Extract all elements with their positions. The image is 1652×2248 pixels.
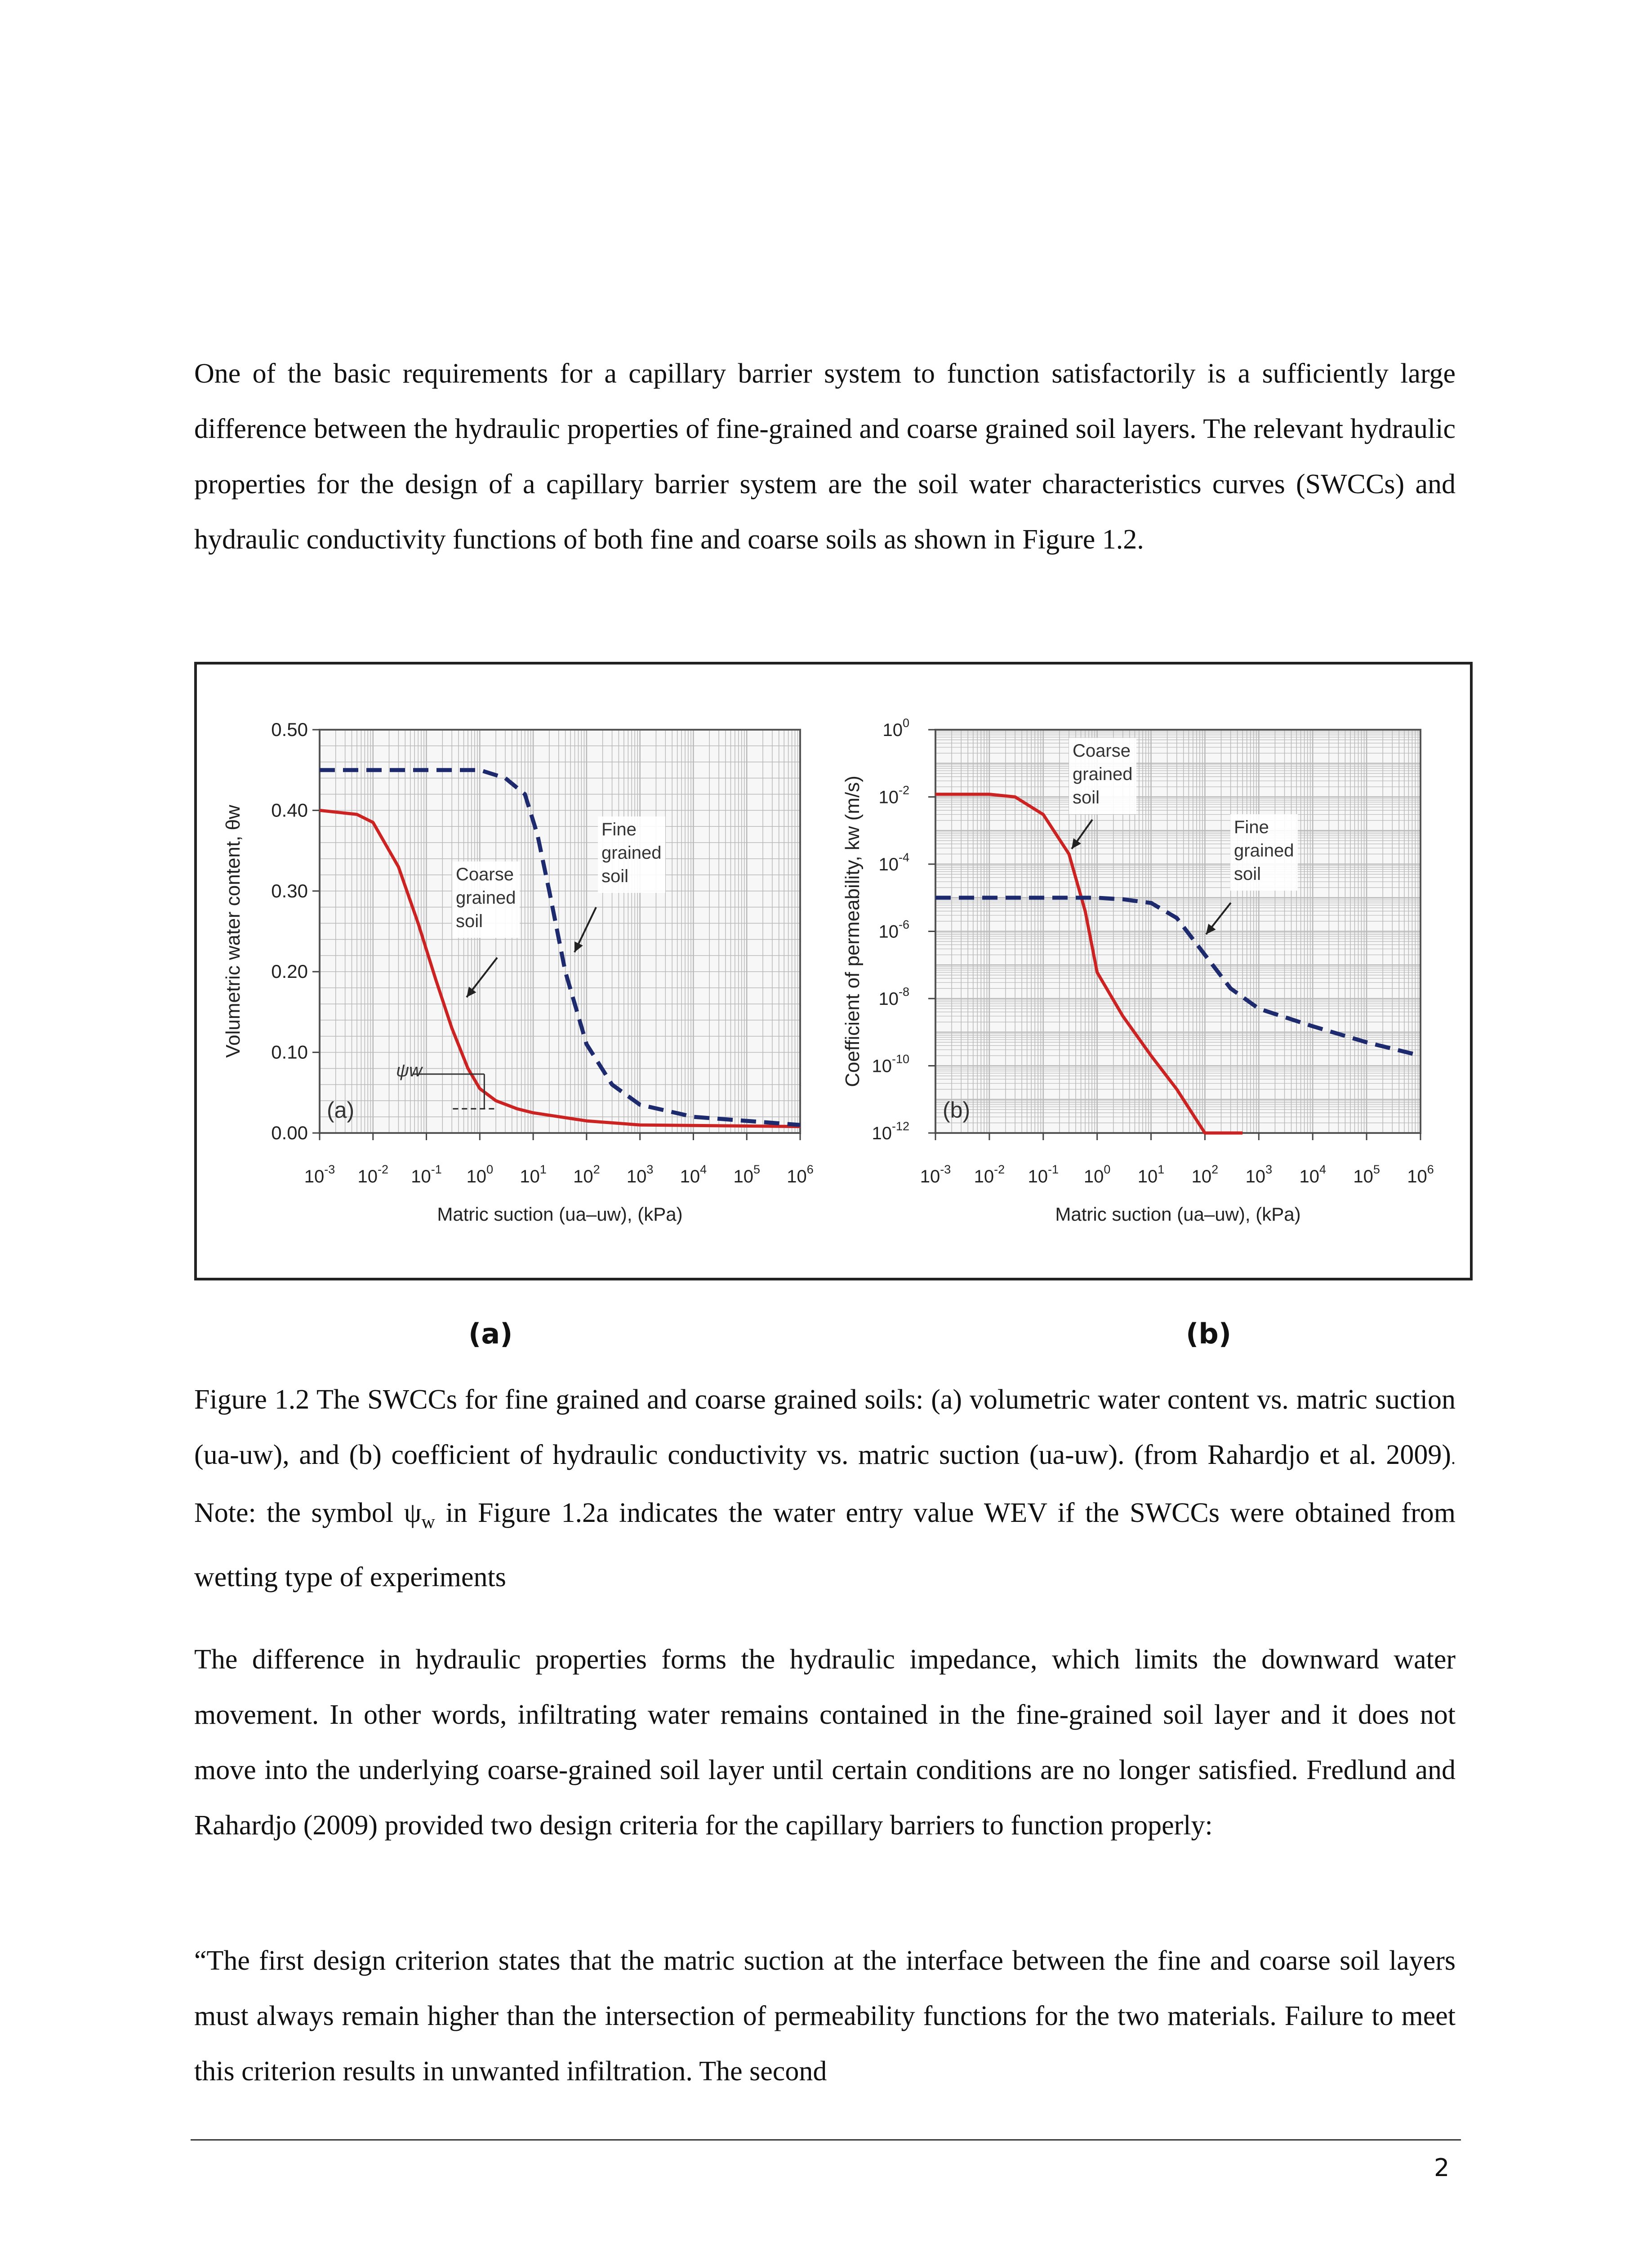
x-tick-label-a: $10^1$	[520, 1163, 547, 1186]
caption-psi-subscript: w	[421, 1512, 435, 1533]
annotation-fine-b-text: Fine	[1234, 817, 1269, 837]
y-axis-title-b: Coefficient of permeability, kw (m/s)	[842, 776, 864, 1087]
y-tick-label-a: 0.50	[271, 719, 308, 740]
x-tick-label-a: $10^{-3}$	[304, 1163, 335, 1186]
annotation-fine-a-text: grained	[601, 843, 662, 863]
panel-label-inside-a: (a)	[327, 1097, 355, 1123]
y-tick-label-b: $10^{-10}$	[872, 1052, 909, 1076]
y-tick-label-a: 0.10	[271, 1041, 308, 1063]
x-tick-label-a: $10^0$	[466, 1163, 494, 1186]
plot-area-a	[320, 730, 800, 1133]
y-tick-label-b: $10^{-8}$	[878, 985, 909, 1009]
figure-frame	[194, 662, 1473, 1280]
caption-psi-symbol: ψ	[404, 1498, 422, 1528]
annotation-psi-w-a: ψw	[396, 1061, 422, 1080]
annotation-coarse-a-text: soil	[456, 911, 483, 931]
x-tick-label-a: $10^3$	[626, 1163, 654, 1186]
annotation-coarse-b-text: grained	[1073, 764, 1133, 784]
y-axis-title-a: Volumetric water content, θw	[222, 805, 244, 1058]
annotation-coarse-a-text: Coarse	[456, 865, 514, 884]
x-tick-label-b: $10^4$	[1299, 1163, 1326, 1186]
page-number: 2	[1434, 2154, 1450, 2182]
x-tick-label-a: $10^{-1}$	[411, 1163, 442, 1186]
annotation-fine-b-text: soil	[1234, 864, 1261, 884]
x-tick-label-a: $10^6$	[787, 1163, 814, 1186]
caption-text-2: Note: the symbol	[194, 1498, 404, 1528]
annotation-coarse-b-text: soil	[1073, 788, 1100, 807]
panel-label-inside-b: (b)	[943, 1097, 971, 1123]
x-axis-title-a: Matric suction (ua–uw), (kPa)	[437, 1204, 683, 1225]
y-tick-label-a: 0.00	[271, 1122, 308, 1143]
caption-dot: .	[1451, 1448, 1456, 1468]
y-tick-label-b: $10^0$	[882, 716, 909, 740]
caption-text-3: in Figure 1.2a indicates the water entry value WEV if the SWCCs were obtained from wetting type of experiments	[194, 1498, 1456, 1593]
y-tick-label-a: 0.40	[271, 799, 308, 821]
paragraph-hydraulic-impedance: The difference in hydraulic properties forms the hydraulic impedance, which limits the downward water movement. In other words, infiltrating water remains contained in the fine-grained soil layer and it does not move into the underlying coarse-grained soil layer until certain conditions are no longer satisfied. Fredlund and Rahardjo (2009) provided two design criteria for the capillary barriers to function properly:	[194, 1644, 1456, 1841]
paragraph-design-criterion: “The first design criterion states that the matric suction at the interface between the fine and coarse soil layers must always remain higher than the intersection of permeability functions for the two materials. Failure to meet this criterion results in unwanted infiltration. The second	[194, 1945, 1456, 2087]
x-tick-label-b: $10^{-3}$	[920, 1163, 951, 1186]
y-tick-label-b: $10^{-2}$	[878, 783, 909, 807]
x-tick-label-a: $10^{-2}$	[357, 1163, 389, 1186]
y-tick-label-b: $10^{-6}$	[878, 918, 909, 942]
figure-1-2-charts	[197, 665, 1470, 1278]
x-tick-label-b: $10^0$	[1083, 1163, 1111, 1186]
x-tick-label-b: $10^{-2}$	[974, 1163, 1005, 1186]
x-tick-label-a: $10^4$	[680, 1163, 707, 1186]
annotation-fine-a-text: Fine	[601, 820, 637, 839]
x-tick-label-a: $10^5$	[733, 1163, 760, 1186]
footer-divider	[191, 2139, 1461, 2141]
annotation-coarse-b-text: Coarse	[1073, 741, 1131, 761]
figure-caption	[194, 1372, 1456, 1605]
x-tick-label-b: $10^3$	[1245, 1163, 1273, 1186]
annotation-fine-a-text: soil	[601, 866, 629, 886]
x-tick-label-b: $10^{-1}$	[1028, 1163, 1059, 1186]
y-tick-label-b: $10^{-12}$	[872, 1120, 909, 1143]
y-tick-label-a: 0.30	[271, 880, 308, 901]
annotation-fine-b-text: grained	[1234, 841, 1294, 861]
paragraph-intro: One of the basic requirements for a capillary barrier system to function satisfactorily is a sufficiently large difference between the hydraulic properties of fine-grained and coarse grained soil layers. The relevant hydraulic properties for the design of a capillary barrier system are the soil water characteristics curves (SWCCs) and hydraulic conductivity functions of both fine and coarse soils as shown in Figure 1.2.	[194, 358, 1456, 555]
x-tick-label-b: $10^5$	[1353, 1163, 1380, 1186]
x-tick-label-a: $10^2$	[573, 1163, 600, 1186]
x-axis-title-b: Matric suction (ua–uw), (kPa)	[1055, 1204, 1301, 1225]
x-tick-label-b: $10^2$	[1191, 1163, 1219, 1186]
x-tick-label-b: $10^1$	[1137, 1163, 1165, 1186]
y-tick-label-a: 0.20	[271, 961, 308, 982]
y-tick-label-b: $10^{-4}$	[878, 851, 909, 874]
panel-label-a: (a)	[468, 1317, 513, 1350]
annotation-coarse-a-text: grained	[456, 888, 516, 908]
caption-text-1: Figure 1.2 The SWCCs for fine grained and coarse grained soils: (a) volumetric water content vs. matric suction (ua-uw), and (b) coefficient of hydraulic conductivity vs. matric suction (ua-uw). (from Rahardjo et al. 2009)	[194, 1384, 1456, 1470]
panel-label-b: (b)	[1186, 1317, 1232, 1350]
x-tick-label-b: $10^6$	[1407, 1163, 1434, 1186]
